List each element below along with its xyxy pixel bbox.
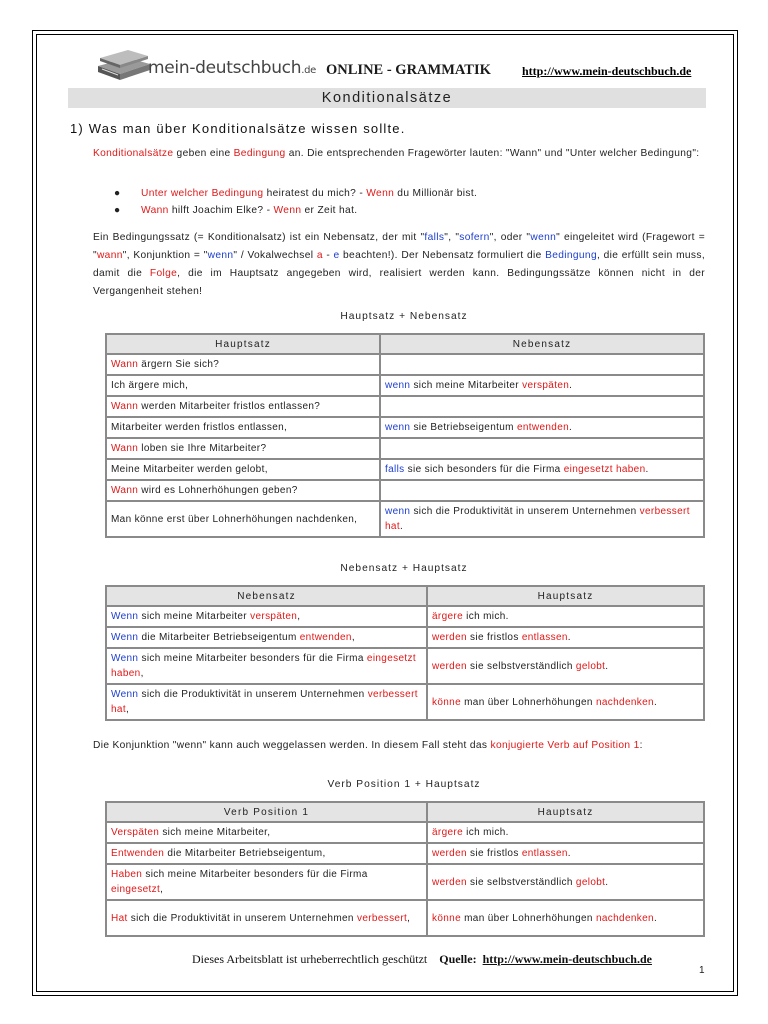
header-url-link[interactable]: http://www.mein-deutschbuch.de	[522, 64, 692, 78]
column-header: Hauptsatz	[427, 586, 704, 606]
copyright-notice: Dieses Arbeitsblatt ist urheberrechtlich geschützt	[192, 952, 428, 966]
table-header-row	[106, 334, 704, 354]
column-header: Nebensatz	[106, 586, 427, 606]
table-row: Hat sich die Produktivität in unserem Unternehmen verbessert, könne man über Lohnerhöhungen nachdenken.	[106, 900, 704, 936]
book-stack-icon	[94, 44, 154, 84]
table-row: Wann wird es Lohnerhöhungen geben?	[106, 480, 704, 501]
bullet-dot-icon: ●	[114, 188, 121, 199]
table-row: Wenn sich meine Mitarbeiter verspäten, ärgere ich mich.	[106, 606, 704, 627]
column-header: Nebensatz	[380, 334, 704, 354]
document-title: Konditionalsätze	[68, 88, 706, 108]
definition-paragraph: Ein Bedingungssatz (= Konditionalsatz) ist ein Nebensatz, der mit "falls", "sofern", oder "wenn" eingeleitet wird (Fragewort = "wann", Konjunktion = "wenn" / Vokalwechsel a - e beachten!). Der Nebensatz formuliert die Bedingung, die erfüllt sein muss, damit die Folge, die im Hauptsatz angegeben wird, realisiert werden kann. Bedingungssätze können nicht in der Vergangenheit stehen!	[93, 232, 706, 297]
table2-caption: Nebensatz + Hauptsatz	[340, 563, 468, 574]
table-header-row	[106, 586, 704, 606]
table-row: Wann werden Mitarbeiter fristlos entlassen?	[106, 396, 704, 417]
table-row: Haben sich meine Mitarbeiter besonders für die Firma eingesetzt, werden sie selbstverständlich gelobt.	[106, 864, 704, 900]
table3-caption: Verb Position 1 + Hauptsatz	[327, 779, 481, 790]
table-row: Wenn die Mitarbeiter Betriebseigentum entwenden, werden sie fristlos entlassen.	[106, 627, 704, 648]
table-header-row	[106, 802, 704, 822]
page-footer	[192, 952, 652, 967]
table-row: Man könne erst über Lohnerhöhungen nachdenken, wenn sich die Produktivität in unserem Unternehmen verbessert hat.	[106, 501, 704, 537]
table-row: Meine Mitarbeiter werden gelobt, falls sie sich besonders für die Firma eingesetzt haben.	[106, 459, 704, 480]
table-row: Wenn sich die Produktivität in unserem Unternehmen verbessert hat, könne man über Lohnerhöhungen nachdenken.	[106, 684, 704, 720]
bullet-dot-icon: ●	[114, 205, 121, 216]
table-row: Wann loben sie Ihre Mitarbeiter?	[106, 438, 704, 459]
table-row: Mitarbeiter werden fristlos entlassen, wenn sie Betriebseigentum entwenden.	[106, 417, 704, 438]
column-header: Verb Position 1	[106, 802, 427, 822]
section-heading: 1) Was man über Konditionalsätze wissen sollte.	[70, 121, 406, 136]
logo-wordmark: mein-deutschbuch.de	[148, 58, 316, 78]
table-row: Ich ärgere mich, wenn sich meine Mitarbeiter verspäten.	[106, 375, 704, 396]
term-bedingung: Bedingung	[233, 148, 286, 159]
table-row: Verspäten sich meine Mitarbeiter, ärgere ich mich.	[106, 822, 704, 843]
ellipsis-paragraph: Die Konjunktion "wenn" kann auch weggelassen werden. In diesem Fall steht das konjugierte Verb auf Position 1:	[93, 740, 643, 751]
footer-url-link[interactable]: http://www.mein-deutschbuch.de	[482, 952, 652, 966]
column-header: Hauptsatz	[427, 802, 704, 822]
page-number: 1	[699, 965, 705, 976]
site-logo[interactable]	[94, 44, 318, 84]
table-row: Wann ärgern Sie sich?	[106, 354, 704, 375]
table-hauptsatz-nebensatz	[105, 333, 705, 538]
term-konditionalsaetze: Konditionalsätze	[93, 148, 174, 159]
column-header: Hauptsatz	[106, 334, 380, 354]
table-row: Entwenden die Mitarbeiter Betriebseigentum, werden sie fristlos entlassen.	[106, 843, 704, 864]
page-header	[94, 44, 694, 84]
table-nebensatz-hauptsatz	[105, 585, 705, 721]
table-verb-position	[105, 801, 705, 937]
table1-caption: Hauptsatz + Nebensatz	[340, 311, 468, 322]
table-row: Wenn sich meine Mitarbeiter besonders für die Firma eingesetzt haben, werden sie selbstverständlich gelobt.	[106, 648, 704, 684]
header-title: ONLINE - GRAMMATIK	[326, 62, 491, 78]
source-label: Quelle:	[439, 952, 477, 966]
intro-paragraph: Konditionalsätze geben eine Bedingung an. Die entsprechenden Fragewörter lauten: "Wann" und "Unter welcher Bedingung":	[93, 148, 700, 159]
